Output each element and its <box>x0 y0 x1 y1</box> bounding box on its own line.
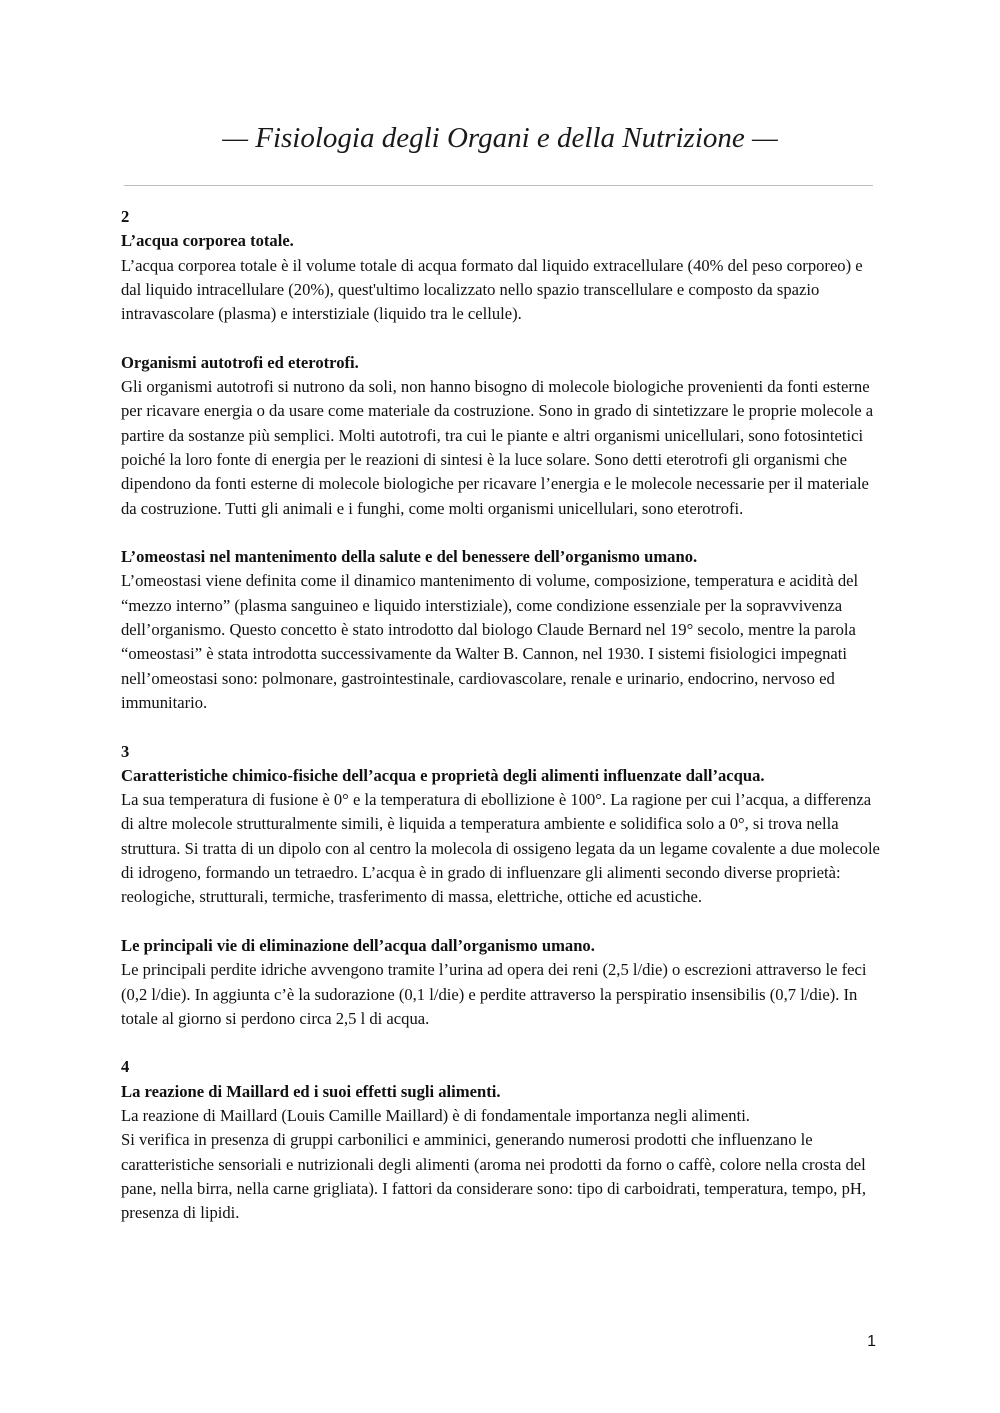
section-paragraph: La reazione di Maillard (Louis Camille Maillard) è di fondamentale importanza negli alimenti. <box>121 1105 750 1125</box>
section-paragraph: L’acqua corporea totale è il volume totale di acqua formato dal liquido extracellulare (40% del peso corporeo) e dal liquido intracellulare (20%), quest'ultimo localizzato nello spazio transcellulare e composto da spazio intravascolare (plasma) e interstiziale (liquido tra le cellule). <box>121 255 863 324</box>
section-caratteristiche-acqua <box>121 740 887 910</box>
section-eliminazione-acqua <box>121 934 887 1031</box>
section-paragraph: Gli organismi autotrofi si nutrono da soli, non hanno bisogno di molecole biologiche provenienti da fonti esterne per ricavare energia o da usare come materiale da costruzione. Sono in grado di sintetizzare le proprie molecole a partire da sostanze più semplici. Molti autotrofi, tra cui le piante e altri organismi unicellulari, sono fotosintetici poiché la loro fonte di energia per le reazioni di sintesi è la luce solare. Sono detti eterotrofi gli organismi che dipendono da fonti esterne di molecole biologiche per ricavare l’energia e le molecole necessarie per il materiale da costruzione. Tutti gli animali e i funghi, come molti organismi unicellulari, sono eterotrofi. <box>121 377 874 518</box>
section-number: 2 <box>121 207 130 226</box>
section-autotrofi-eterotrofi <box>121 351 887 521</box>
section-number: 3 <box>121 741 130 761</box>
section-heading: L’acqua corporea totale. <box>121 231 294 251</box>
section-heading: Le principali vie di eliminazione dell’acqua dall’organismo umano. <box>121 935 595 955</box>
section-paragraph: Le principali perdite idriche avvengono tramite l’urina ad opera dei reni (2,5 l/die) o escrezioni attraverso le feci (0,2 l/die). In aggiunta c’è la sudorazione (0,1 l/die) e perdite attraverso la perspiratio insensibilis (0,7 l/die). In totale al giorno si perdono circa 2,5 l di acqua. <box>121 960 867 1028</box>
section-heading: La reazione di Maillard ed i suoi effetti sugli alimenti. <box>121 1081 501 1101</box>
section-omeostasi <box>121 545 887 715</box>
title-divider <box>124 185 873 186</box>
section-paragraph: La sua temperatura di fusione è 0° e la temperatura di ebollizione è 100°. La ragione per cui l’acqua, a differenza di altre molecole strutturalmente simili, è liquida a temperatura ambiente e solidifica solo a 0°, si trova nella struttura. Si tratta di un dipolo con al centro la molecola di ossigeno legata da un legame covalente a due molecole di idrogeno, formando un tetraedro. L’acqua è in grado di influenzare gli alimenti secondo diverse proprietà: reologiche, strutturali, termiche, trasferimento di massa, elettriche, ottiche ed acustiche. <box>121 790 880 907</box>
section-heading: Organismi autotrofi ed eterotrofi. <box>121 352 359 372</box>
section-heading: Caratteristiche chimico-fisiche dell’acqua e proprietà degli alimenti influenzate dall’acqua. <box>121 765 765 785</box>
section-paragraph-continued: Si verifica in presenza di gruppi carbonilici e amminici, generando numerosi prodotti che influenzano le caratteristiche sensoriali e nutrizionali degli alimenti (aroma nei prodotti da forno o caffè, colore nella crosta del pane, nella birra, nella carne grigliata). I fattori da considerare sono: tipo di carboidrati, temperatura, tempo, pH, presenza di lipidi. <box>121 1130 867 1223</box>
document-body <box>121 205 887 1250</box>
page-number: 1 <box>867 1333 876 1350</box>
page-title: — Fisiologia degli Organi e della Nutrizione — <box>222 122 778 154</box>
section-heading: L’omeostasi nel mantenimento della salute e del benessere dell’organismo umano. <box>121 547 698 567</box>
section-number: 4 <box>121 1057 130 1077</box>
section-acqua-corporea <box>121 205 887 326</box>
section-maillard <box>121 1055 887 1225</box>
section-paragraph: L’omeostasi viene definita come il dinamico mantenimento di volume, composizione, temperatura e acidità del “mezzo interno” (plasma sanguineo e liquido interstiziale), come condizione essenziale per la sopravvivenza dell’organismo. Questo concetto è stato introdotto dal biologo Claude Bernard nel 19° secolo, mentre la parola “omeostasi” è stata introdotta successivamente da Walter B. Cannon, nel 1930. I sistemi fisiologici impegnati nell’omeostasi sono: polmonare, gastrointestinale, cardiovascolare, renale e urinario, endocrino, nervoso ed immunitario. <box>121 571 859 712</box>
